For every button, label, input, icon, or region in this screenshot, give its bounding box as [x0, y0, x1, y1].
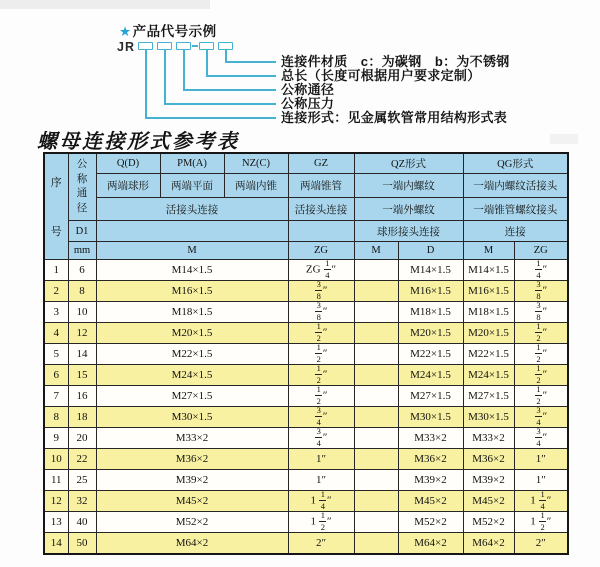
table-cell: $\frac{3}{4}$ ″: [514, 407, 568, 428]
header-unit: M: [96, 242, 288, 260]
table-row: [44, 344, 568, 365]
table-cell: M39×2: [398, 470, 463, 491]
table-row: [44, 407, 568, 428]
table-cell: [354, 302, 398, 323]
code-box-2: [157, 42, 172, 50]
table-cell: 40: [68, 512, 96, 533]
header-unit: ZG: [288, 242, 354, 260]
table-cell: M30×1.5: [463, 407, 514, 428]
table-cell: 1 $\frac{1}{2}$ ″: [288, 512, 354, 533]
table-cell: M39×2: [96, 470, 288, 491]
table-row: [44, 281, 568, 302]
table-row: [44, 449, 568, 470]
legend-label-diameter: 公称通径: [281, 82, 335, 97]
table-cell: M24×1.5: [398, 365, 463, 386]
header-end-type: 一端内螺纹: [354, 174, 463, 198]
leader-line: [164, 50, 166, 104]
header-mm: mm: [68, 242, 96, 260]
table-cell: 1″: [288, 470, 354, 491]
table-row: [44, 323, 568, 344]
leader-line: [164, 103, 276, 105]
table-title: 螺母连接形式参考表: [37, 131, 240, 153]
table-cell: $\frac{3}{8}$ ″: [514, 302, 568, 323]
table-cell: 12: [68, 323, 96, 344]
table-cell: M30×1.5: [398, 407, 463, 428]
table-cell: $\frac{1}{2}$ ″: [514, 386, 568, 407]
leader-line: [225, 61, 276, 63]
table-cell: M33×2: [463, 428, 514, 449]
table-cell: M64×2: [398, 533, 463, 555]
header-conn-type: 活接头连接: [288, 198, 354, 221]
legend-label-connection: 连接形式：见金属软管常用结构形式表: [281, 110, 508, 125]
header-group-gz: GZ: [288, 153, 354, 174]
table-cell: M20×1.5: [463, 323, 514, 344]
table-cell: M14×1.5: [463, 260, 514, 281]
header-dn: 公 称 通 径: [68, 153, 96, 221]
product-code-heading-text: 产品代号示例: [132, 24, 217, 39]
table-cell: 1″: [514, 449, 568, 470]
table-cell: 1 $\frac{1}{4}$ ″: [288, 491, 354, 512]
table-cell: $\frac{1}{4}$ ″: [514, 260, 568, 281]
table-cell: $\frac{1}{2}$ ″: [514, 365, 568, 386]
table-cell: $\frac{3}{4}$ ″: [514, 428, 568, 449]
table-cell: M33×2: [96, 428, 288, 449]
table-cell: $\frac{1}{2}$ ″: [514, 323, 568, 344]
table-row: [44, 365, 568, 386]
table-cell: 2: [44, 281, 68, 302]
table-cell: M18×1.5: [96, 302, 288, 323]
table-cell: 1 $\frac{1}{4}$ ″: [514, 491, 568, 512]
table-cell: 20: [68, 428, 96, 449]
header-d1: D1: [68, 221, 96, 242]
table-cell: 1″: [514, 470, 568, 491]
table-cell: M52×2: [96, 512, 288, 533]
table-cell: M45×2: [96, 491, 288, 512]
table-cell: 1 $\frac{1}{2}$ ″: [514, 512, 568, 533]
table-cell: M36×2: [398, 449, 463, 470]
header-unit: M: [463, 242, 514, 260]
header-unit: ZG: [514, 242, 568, 260]
table-cell: 15: [68, 365, 96, 386]
leader-line: [206, 75, 276, 77]
table-cell: [354, 344, 398, 365]
table-cell: 2″: [514, 533, 568, 555]
header-unit: M: [354, 242, 398, 260]
table-cell: [354, 491, 398, 512]
table-cell: M39×2: [463, 470, 514, 491]
star-icon: ★: [119, 24, 132, 39]
table-cell: [354, 512, 398, 533]
legend-label-material: 连接件材质 c：为碳钢 b：为不锈钢: [281, 54, 510, 69]
table-cell: 3: [44, 302, 68, 323]
table-cell: M22×1.5: [398, 344, 463, 365]
code-dash: [192, 45, 198, 47]
header-unit: D: [398, 242, 463, 260]
table-cell: 13: [44, 512, 68, 533]
header-seq: 序 号: [44, 153, 68, 260]
table-row: [44, 533, 568, 555]
header-blank: [288, 221, 354, 242]
table-cell: $\frac{3}{8}$ ″: [288, 302, 354, 323]
table-cell: $\frac{3}{4}$ ″: [288, 407, 354, 428]
table-cell: 12: [44, 491, 68, 512]
table-cell: M22×1.5: [463, 344, 514, 365]
table-cell: M22×1.5: [96, 344, 288, 365]
scan-artifact: [0, 0, 210, 9]
table-body: [44, 260, 568, 555]
table-row: [44, 386, 568, 407]
table-cell: $\frac{3}{8}$ ″: [514, 281, 568, 302]
table-cell: 2″: [288, 533, 354, 555]
table-cell: M64×2: [463, 533, 514, 555]
table-cell: 8: [44, 407, 68, 428]
header-end-type: 两端球形: [96, 174, 160, 198]
header-group-qz: QZ形式: [354, 153, 463, 174]
table-cell: M24×1.5: [96, 365, 288, 386]
table-cell: M52×2: [398, 512, 463, 533]
table-cell: 6: [44, 365, 68, 386]
code-box-5: [218, 42, 233, 50]
leader-line: [145, 117, 276, 119]
header-conn-type: 球形接头连接: [354, 221, 463, 242]
header-end-type: 两端锥管: [288, 174, 354, 198]
table-cell: 1: [44, 260, 68, 281]
header-blank: [96, 221, 288, 242]
table-cell: M27×1.5: [96, 386, 288, 407]
header-group-qd: Q(D): [96, 153, 160, 174]
table-cell: 1″: [288, 449, 354, 470]
table-cell: M16×1.5: [398, 281, 463, 302]
table-cell: M14×1.5: [398, 260, 463, 281]
table-header: [44, 153, 568, 260]
code-box-3: [176, 42, 191, 50]
header-conn-type: 一端外螺纹: [354, 198, 463, 221]
table-cell: 18: [68, 407, 96, 428]
table-row: [44, 302, 568, 323]
table-cell: 50: [68, 533, 96, 555]
code-box-1: [138, 42, 153, 50]
table-cell: M27×1.5: [463, 386, 514, 407]
table-cell: M36×2: [96, 449, 288, 470]
leader-line: [145, 50, 147, 118]
header-end-type: 一端内螺纹活接头: [463, 174, 568, 198]
table-cell: $\frac{3}{8}$ ″: [288, 281, 354, 302]
leader-line: [183, 89, 276, 91]
table-cell: $\frac{1}{2}$ ″: [288, 323, 354, 344]
table-cell: $\frac{1}{2}$ ″: [288, 344, 354, 365]
table-cell: M52×2: [463, 512, 514, 533]
table-row: [44, 428, 568, 449]
legend-label-length: 总长（长度可根据用户要求定制）: [281, 68, 481, 83]
header-conn-type: 连接: [463, 221, 568, 242]
table-cell: M45×2: [398, 491, 463, 512]
code-box-4: [199, 42, 214, 50]
table-cell: M36×2: [463, 449, 514, 470]
table-cell: [354, 533, 398, 555]
table-cell: 25: [68, 470, 96, 491]
header-conn-type: 一端锥管螺纹接头: [463, 198, 568, 221]
table-cell: 5: [44, 344, 68, 365]
table-cell: $\frac{1}{2}$ ″: [514, 344, 568, 365]
table-cell: 9: [44, 428, 68, 449]
header-group-nzc: NZ(C): [224, 153, 288, 174]
table-cell: [354, 365, 398, 386]
table-cell: $\frac{1}{2}$ ″: [288, 386, 354, 407]
table-cell: [354, 407, 398, 428]
table-cell: 14: [68, 344, 96, 365]
table-cell: M18×1.5: [463, 302, 514, 323]
header-group-qg: QG形式: [463, 153, 568, 174]
table-cell: [354, 428, 398, 449]
table-cell: [354, 323, 398, 344]
table-cell: M20×1.5: [96, 323, 288, 344]
header-end-type: 两端平面: [160, 174, 224, 198]
table-row: [44, 491, 568, 512]
header-end-type: 两端内锥: [224, 174, 288, 198]
code-prefix: JR: [117, 40, 135, 54]
table-cell: 10: [44, 449, 68, 470]
table-cell: 32: [68, 491, 96, 512]
table-cell: [354, 281, 398, 302]
nut-connection-reference-table: [43, 152, 569, 555]
table-cell: M20×1.5: [398, 323, 463, 344]
table-cell: M45×2: [463, 491, 514, 512]
table-cell: 14: [44, 533, 68, 555]
table-cell: 11: [44, 470, 68, 491]
product-code-heading: [119, 20, 217, 40]
table-cell: M16×1.5: [96, 281, 288, 302]
table-cell: ZG $\frac{1}{4}$ ″: [288, 260, 354, 281]
table-cell: [354, 470, 398, 491]
table-cell: 22: [68, 449, 96, 470]
table-cell: M18×1.5: [398, 302, 463, 323]
table-cell: M30×1.5: [96, 407, 288, 428]
table-row: [44, 260, 568, 281]
table-cell: 4: [44, 323, 68, 344]
table-cell: M14×1.5: [96, 260, 288, 281]
table-cell: 10: [68, 302, 96, 323]
table-cell: M24×1.5: [463, 365, 514, 386]
header-group-pma: PM(A): [160, 153, 224, 174]
header-conn-type: 活接头连接: [96, 198, 288, 221]
table-cell: [354, 449, 398, 470]
table-row: [44, 512, 568, 533]
scan-artifact: [550, 134, 578, 144]
table-cell: $\frac{1}{2}$ ″: [288, 365, 354, 386]
table-cell: 6: [68, 260, 96, 281]
table-cell: 16: [68, 386, 96, 407]
leader-line: [183, 50, 185, 90]
table-cell: [354, 260, 398, 281]
table-cell: M64×2: [96, 533, 288, 555]
legend-label-pressure: 公称压力: [281, 96, 335, 111]
table-cell: $\frac{3}{4}$ ″: [288, 428, 354, 449]
leader-line: [206, 50, 208, 76]
table-cell: M27×1.5: [398, 386, 463, 407]
table-cell: M33×2: [398, 428, 463, 449]
table-cell: 7: [44, 386, 68, 407]
table-cell: M16×1.5: [463, 281, 514, 302]
table-row: [44, 470, 568, 491]
table-cell: [354, 386, 398, 407]
table-cell: 8: [68, 281, 96, 302]
